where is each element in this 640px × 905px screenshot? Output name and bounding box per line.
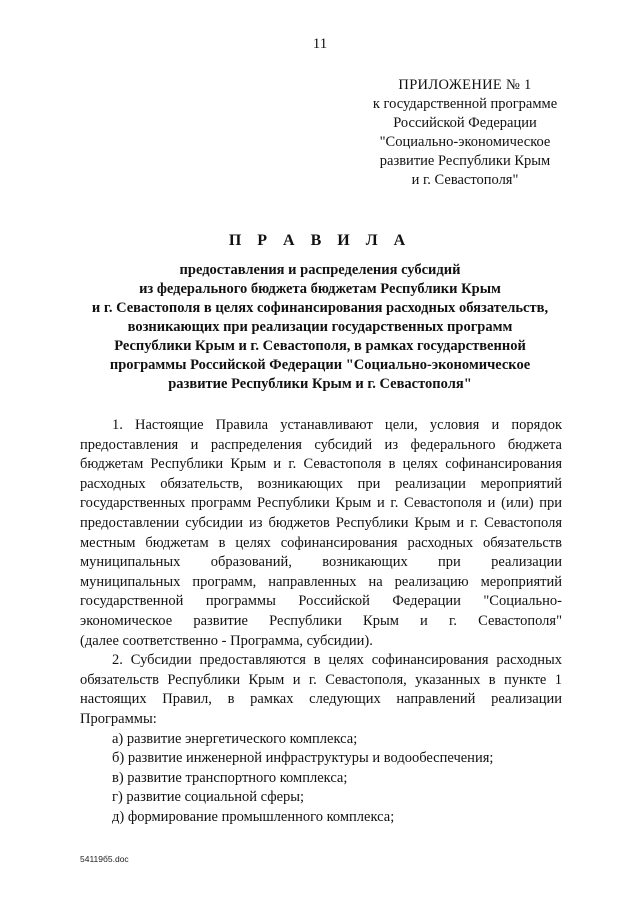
paragraph-line: муниципальных программ, направленных на реализацию мероприятий [80,573,562,590]
paragraph-line: (далее соответственно - Программа, субсидии). [80,632,373,649]
paragraph-line: предоставления и распределения субсидий из федерального бюджета [80,436,562,453]
body-text [80,416,562,827]
paragraph-line: экономическое развитие Республики Крым и г. Севастополя" [80,612,562,629]
appendix-line: "Социально-экономическое [379,134,551,150]
rules-subtitle [60,261,580,394]
directions-list [80,730,562,828]
subtitle-line: возникающих при реализации государственных программ [127,319,513,335]
subtitle-line: предоставления и распределения субсидий [179,262,461,278]
list-item: д) формирование промышленного комплекса; [112,808,395,825]
rules-title: П Р А В И Л А [228,232,412,249]
paragraph-line: государственной программы Российской Федерации "Социально- [80,593,562,610]
paragraph-line: предоставлении субсидии из бюджетов Республики Крым и г. Севастополя [80,514,562,531]
paragraph-line: Программы: [80,710,157,727]
paragraph-line: бюджетам Республики Крым и г. Севастополя в целях софинансирования [80,456,562,473]
paragraph-line: муниципальных образований, возникающих при реализации [80,554,562,571]
paragraph-line: настоящих Правил, в рамках следующих направлений реализации [80,691,562,708]
subtitle-line: из федерального бюджета бюджетам Республики Крым [139,281,501,297]
appendix-line: к государственной программе [372,96,558,112]
paragraph-line: местным бюджетам в целях софинансирования расходных обязательств [80,534,562,551]
subtitle-line: программы Российской Федерации "Социально-экономическое [109,357,531,373]
paragraph-line: расходных обязательств, возникающих при реализации мероприятий [80,475,562,492]
paragraph-line: государственных программ Республики Крым и г. Севастополя и (или) при [80,495,562,512]
page-number: 11 [312,36,328,52]
appendix-title: ПРИЛОЖЕНИЕ № 1 [398,77,532,93]
subtitle-line: развитие Республики Крым и г. Севастополя" [168,376,472,392]
appendix-line: развитие Республики Крым [379,153,551,169]
file-name-footer: 54119б5.doc [80,854,129,864]
paragraph-2 [80,651,562,729]
appendix-block [340,76,590,190]
list-item: а) развитие энергетического комплекса; [112,730,358,747]
appendix-line: и г. Севастополя" [411,172,519,188]
paragraph-line: 2. Субсидии предоставляются в целях софинансирования расходных [112,652,562,669]
subtitle-line: Республики Крым и г. Севастополя, в рамках государственной [114,338,526,354]
paragraph-line: обязательств Республики Крым и г. Севастополя, указанных в пункте 1 [80,671,562,688]
paragraph-line: 1. Настоящие Правила устанавливают цели, условия и порядок [112,417,562,433]
list-item: г) развитие социальной сферы; [112,789,305,806]
subtitle-line: и г. Севастополя в целях софинансирования расходных обязательств, [91,300,549,316]
list-item: б) развитие инженерной инфраструктуры и водообеспечения; [112,750,494,767]
appendix-line: Российской Федерации [393,115,537,131]
paragraph-1 [80,416,562,651]
list-item: в) развитие транспортного комплекса; [112,769,348,786]
